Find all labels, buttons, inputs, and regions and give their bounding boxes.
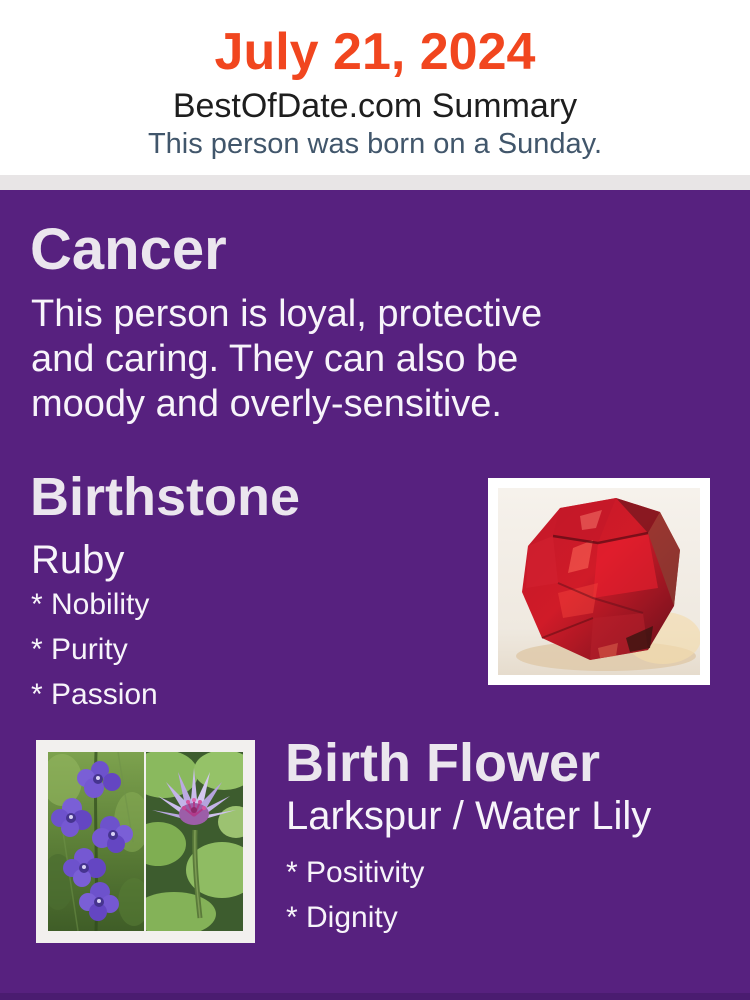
- birth-flower-trait: * Dignity: [286, 901, 398, 934]
- birth-flower-trait: * Positivity: [286, 856, 425, 889]
- bottom-accent-bar: [0, 993, 750, 1000]
- ruby-photo: [498, 488, 700, 675]
- header-divider: [0, 175, 750, 190]
- birth-flower-heading: Birth Flower: [285, 733, 601, 793]
- water-lily-photo: [146, 752, 243, 931]
- born-on-day-text: This person was born on a Sunday.: [147, 128, 603, 160]
- birth-flower-name: Larkspur / Water Lily: [286, 794, 652, 838]
- zodiac-description-line: and caring. They can also be: [31, 338, 519, 380]
- birthstone-trait: * Purity: [31, 633, 128, 666]
- birthstone-trait: * Nobility: [31, 588, 150, 621]
- birthstone-heading: Birthstone: [30, 467, 300, 527]
- birth-flower-image-frame: [36, 740, 255, 943]
- zodiac-description-line: This person is loyal, protective: [31, 293, 543, 335]
- larkspur-photo: [48, 752, 144, 931]
- purple-panel: [0, 190, 750, 1000]
- zodiac-description: [31, 292, 691, 427]
- birthstone-image-frame: [488, 478, 710, 685]
- zodiac-sign-heading: Cancer: [30, 217, 227, 282]
- zodiac-description-line: moody and overly-sensitive.: [31, 383, 502, 425]
- site-summary-title: BestOfDate.com Summary: [172, 87, 578, 125]
- date-title: July 21, 2024: [214, 23, 536, 81]
- birthstone-name: Ruby: [31, 538, 125, 582]
- birthstone-trait: * Passion: [31, 678, 158, 711]
